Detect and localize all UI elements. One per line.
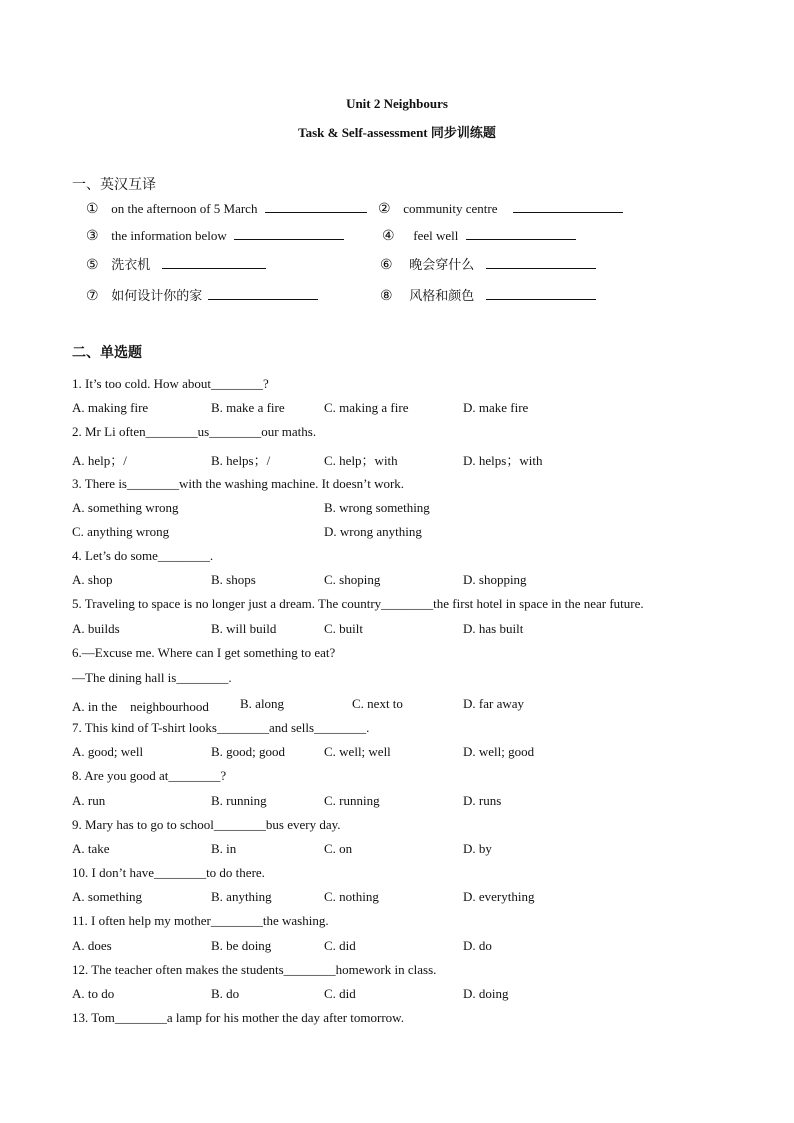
question-12-option-d[interactable]: D. doing [463, 986, 509, 1001]
section1-heading: 一、英汉互译 [72, 178, 156, 193]
question-4-option-c[interactable]: C. shoping [324, 572, 381, 587]
question-1-option-c[interactable]: C. making a fire [324, 400, 409, 415]
section2-heading: 二、单选题 [72, 346, 142, 361]
question-5-option-b[interactable]: B. will build [211, 621, 277, 636]
answer-blank[interactable] [208, 287, 318, 300]
question-6-option-a[interactable]: A. in the neighbourhood [72, 699, 209, 714]
question-2-option-a[interactable]: A. help；/ [72, 453, 127, 468]
answer-blank[interactable] [466, 227, 576, 240]
question-13-stem: 13. Tom________a lamp for his mother the day after tomorrow. [72, 1010, 404, 1025]
question-5-option-c[interactable]: C. built [324, 621, 364, 636]
item-number: ④ [382, 229, 395, 244]
vocab-item-2 [378, 200, 623, 218]
question-6-reply: —The dining hall is________. [72, 670, 232, 685]
vocab-item-6 [380, 254, 596, 274]
item-number: ⑧ [380, 289, 393, 304]
question-3-stem: 3. There is________with the washing machine. It doesn’t work. [72, 476, 405, 491]
question-11-option-c[interactable]: C. did [324, 938, 356, 953]
question-10-option-a[interactable]: A. something [72, 889, 143, 904]
item-number: ⑤ [86, 258, 99, 273]
question-4-stem: 4. Let’s do some________. [72, 548, 214, 563]
question-6-option-d[interactable]: D. far away [463, 696, 524, 711]
question-6-option-c[interactable]: C. next to [352, 696, 403, 711]
question-12-stem: 12. The teacher often makes the students________homework in class. [72, 962, 437, 977]
item-text: community centre [403, 201, 498, 216]
question-10-stem: 10. I don’t have________to do there. [72, 865, 265, 880]
item-text: 风格和颜色 [409, 289, 475, 304]
answer-blank[interactable] [162, 256, 266, 269]
question-5-option-d[interactable]: D. has built [463, 621, 524, 636]
document-title: Unit 2 Neighbours [346, 96, 448, 111]
question-4-option-a[interactable]: A. shop [72, 572, 113, 587]
question-3-option-d[interactable]: D. wrong anything [324, 524, 422, 539]
question-8-option-c[interactable]: C. running [324, 793, 380, 808]
question-5-option-a[interactable]: A. builds [72, 621, 120, 636]
question-12-option-b[interactable]: B. do [211, 986, 240, 1001]
question-9-option-d[interactable]: D. by [463, 841, 492, 856]
vocab-item-3 [86, 227, 344, 245]
question-12-option-a[interactable]: A. to do [72, 986, 115, 1001]
vocab-item-7 [86, 285, 318, 305]
item-number: ③ [86, 229, 99, 244]
item-number: ⑦ [86, 289, 99, 304]
question-9-option-a[interactable]: A. take [72, 841, 110, 856]
question-1-option-d[interactable]: D. make fire [463, 400, 529, 415]
answer-blank[interactable] [486, 256, 596, 269]
question-2-option-d[interactable]: D. helps；with [463, 453, 543, 468]
question-8-stem: 8. Are you good at________? [72, 768, 227, 783]
question-7-option-c[interactable]: C. well; well [324, 744, 391, 759]
item-text: 晚会穿什么 [409, 258, 475, 273]
item-text: 洗衣机 [111, 258, 151, 273]
question-11-option-b[interactable]: B. be doing [211, 938, 272, 953]
vocab-item-4 [382, 227, 576, 245]
question-4-option-b[interactable]: B. shops [211, 572, 256, 587]
question-10-option-b[interactable]: B. anything [211, 889, 272, 904]
question-9-option-c[interactable]: C. on [324, 841, 353, 856]
question-3-option-c[interactable]: C. anything wrong [72, 524, 170, 539]
vocab-item-8 [380, 285, 596, 305]
question-9-option-b[interactable]: B. in [211, 841, 237, 856]
question-10-option-d[interactable]: D. everything [463, 889, 535, 904]
question-8-option-b[interactable]: B. running [211, 793, 267, 808]
question-2-option-b[interactable]: B. helps；/ [211, 453, 271, 468]
item-number: ② [378, 202, 391, 217]
vocab-item-5 [86, 254, 266, 274]
item-text: on the afternoon of 5 March [111, 201, 258, 216]
question-12-option-c[interactable]: C. did [324, 986, 356, 1001]
question-6-option-b[interactable]: B. along [240, 696, 285, 711]
item-number: ① [86, 202, 99, 217]
vocab-item-1 [86, 200, 367, 218]
answer-blank[interactable] [486, 287, 596, 300]
question-1-option-b[interactable]: B. make a fire [211, 400, 285, 415]
question-3-option-b[interactable]: B. wrong something [324, 500, 430, 515]
question-10-option-c[interactable]: C. nothing [324, 889, 379, 904]
item-number: ⑥ [380, 258, 393, 273]
answer-blank[interactable] [234, 227, 344, 240]
question-7-option-a[interactable]: A. good; well [72, 744, 144, 759]
question-7-option-b[interactable]: B. good; good [211, 744, 286, 759]
question-11-option-a[interactable]: A. does [72, 938, 112, 953]
question-6-stem: 6.—Excuse me. Where can I get something to eat? [72, 645, 336, 660]
item-text: the information below [111, 228, 227, 243]
question-7-option-d[interactable]: D. well; good [463, 744, 535, 759]
answer-blank[interactable] [513, 200, 623, 213]
question-1-stem: 1. It’s too cold. How about________? [72, 376, 269, 391]
question-11-stem: 11. I often help my mother________the washing. [72, 913, 329, 928]
question-11-option-d[interactable]: D. do [463, 938, 492, 953]
question-1-option-a[interactable]: A. making fire [72, 400, 149, 415]
question-7-stem: 7. This kind of T-shirt looks________and sells________. [72, 720, 370, 735]
item-text: 如何设计你的家 [111, 289, 203, 304]
question-8-option-d[interactable]: D. runs [463, 793, 502, 808]
answer-blank[interactable] [265, 200, 367, 213]
question-3-option-a[interactable]: A. something wrong [72, 500, 179, 515]
question-9-stem: 9. Mary has to go to school________bus every day. [72, 817, 341, 832]
question-5-stem: 5. Traveling to space is no longer just a dream. The country________the first hotel in space in the near future. [72, 596, 644, 611]
question-2-stem: 2. Mr Li often________us________our maths. [72, 424, 317, 439]
question-4-option-d[interactable]: D. shopping [463, 572, 527, 587]
question-8-option-a[interactable]: A. run [72, 793, 106, 808]
item-text: feel well [413, 228, 459, 243]
document-subtitle: Task & Self-assessment 同步训练题 [298, 125, 496, 140]
question-2-option-c[interactable]: C. help；with [324, 453, 398, 468]
